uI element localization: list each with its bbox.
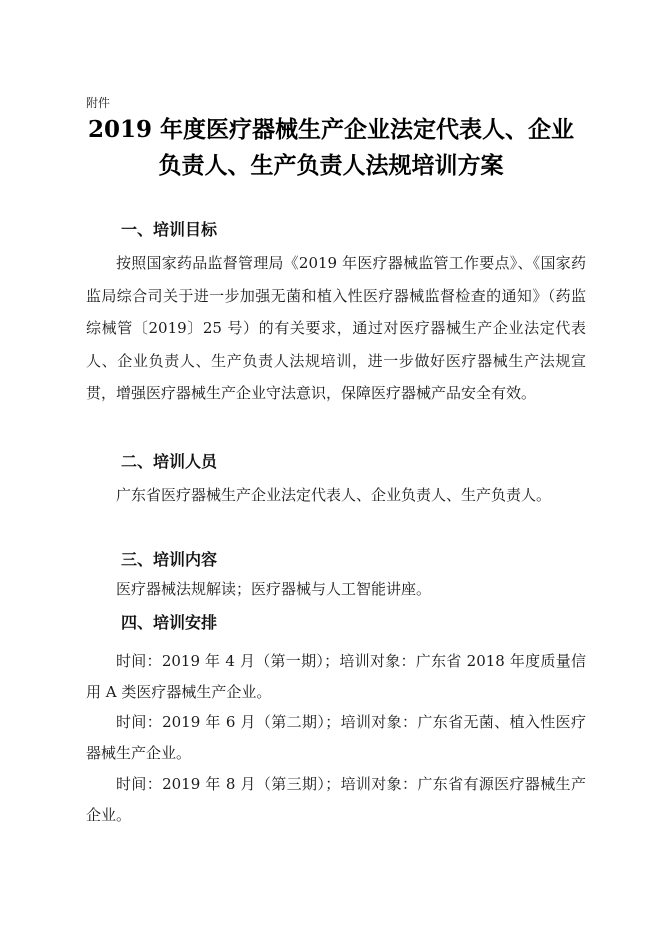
schedule-item-phase-1: 时间：2019 年 4 月（第一期）；培训对象：广东省 2018 年度质量信用 A 类医疗器械生产企业。 [86, 652, 586, 701]
section-paragraph-content: 医疗器械法规解读；医疗器械与人工智能讲座。 [116, 580, 432, 598]
schedule-item-phase-2: 时间：2019 年 6 月（第二期）；培训对象：广东省无菌、植入性医疗器械生产企业。 [86, 713, 586, 762]
document-title-line-1: 2019 年度医疗器械生产企业法定代表人、企业 [87, 116, 575, 143]
schedule-item-phase-3: 时间：2019 年 8 月（第三期）；培训对象：广东省有源医疗器械生产企业。 [86, 775, 586, 824]
section-heading-goal: 一、培训目标 [121, 220, 218, 239]
attachment-label: 附件 [86, 96, 111, 110]
document-title-line-2: 负责人、生产负责人法规培训方案 [158, 152, 504, 179]
section-heading-content: 三、培训内容 [121, 550, 218, 569]
section-paragraph-participants: 广东省医疗器械生产企业法定代表人、企业负责人、生产负责人。 [116, 486, 552, 504]
section-heading-schedule: 四、培训安排 [121, 613, 218, 632]
section-paragraph-goal: 按照国家药品监督管理局《2019 年医疗器械监管工作要点》、《国家药监局综合司关于进一步加强无菌和植入性医疗器械监督检查的通知》（药监综械管〔2019〕25 号）的有关要求，通过对医疗器械生产企业法定代表人、企业负责人、生产负责人法规培训，进一步做好医疗器械生产法规宣贯，增强医疗器械生产企业守法意识，保障医疗器械产品安全有效。 [86, 254, 586, 403]
section-heading-participants: 二、培训人员 [121, 452, 218, 471]
